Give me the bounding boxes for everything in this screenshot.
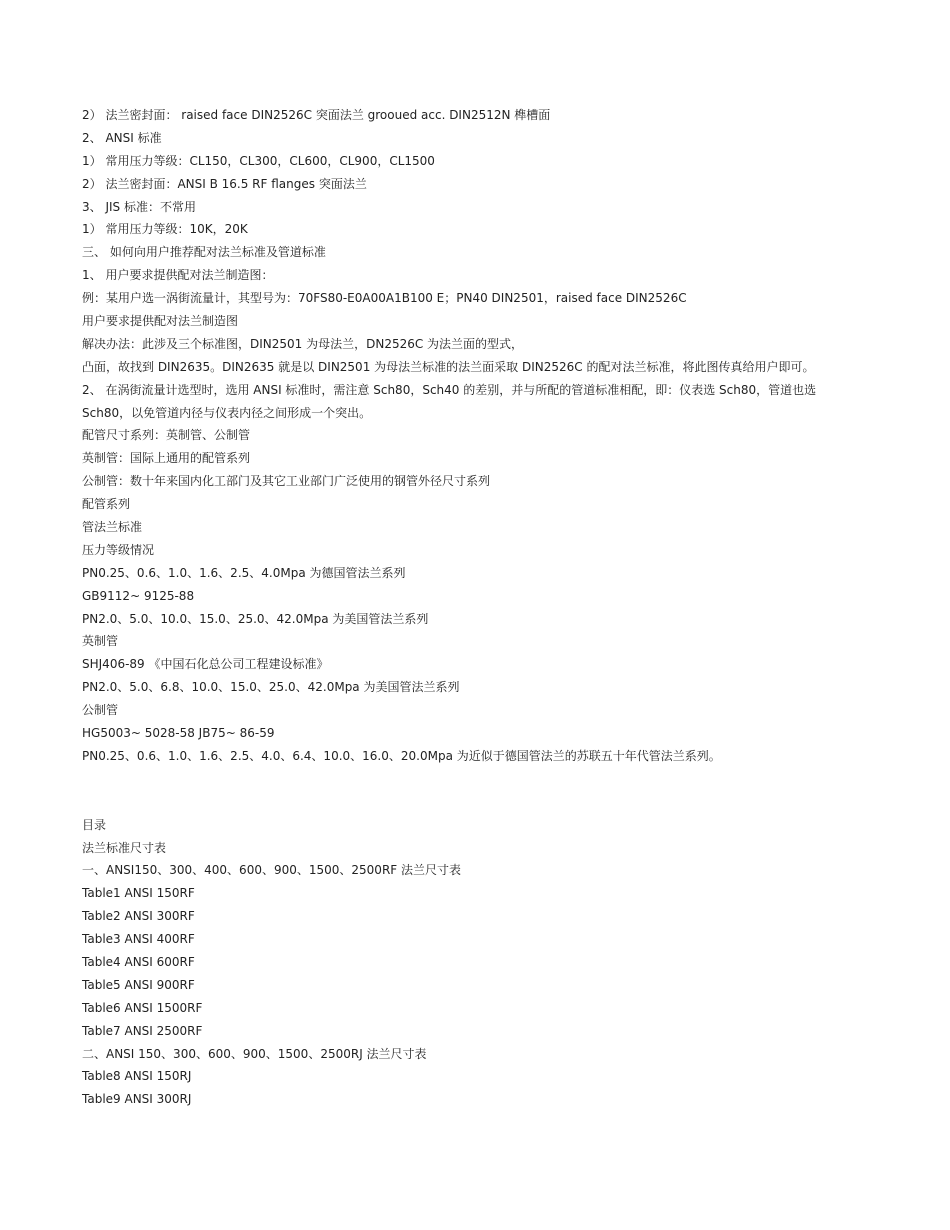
text-line: 管法兰标准	[82, 520, 143, 535]
toc-line: Table1 ANSI 150RF	[82, 886, 195, 901]
text-line: 例：某用户选一涡街流量计，其型号为：70FS80-E0A00A1B100 E；PN40 DIN2501，raised face DIN2526C	[82, 291, 687, 306]
text-line: 三、 如何向用户推荐配对法兰标准及管道标准	[82, 245, 326, 260]
text-line: Sch80，以免管道内径与仪表内径之间形成一个突出。	[82, 405, 372, 420]
flange-standards-section	[82, 104, 912, 768]
text-line: 公制管：数十年来国内化工部门及其它工业部门广泛使用的钢管外径尺寸系列	[82, 474, 491, 489]
text-line: 3、 JIS 标准：不常用	[82, 199, 196, 214]
section-spacer	[82, 768, 912, 814]
toc-line: Table8 ANSI 150RJ	[82, 1069, 192, 1084]
text-line: 英制管	[82, 634, 119, 649]
text-line: SHJ406-89 《中国石化总公司工程建设标准》	[82, 657, 329, 672]
text-line: GB9112~ 9125-88	[82, 588, 195, 603]
toc-line: 法兰标准尺寸表	[82, 840, 167, 855]
text-line: 配管系列	[82, 497, 131, 512]
toc-line: Table6 ANSI 1500RF	[82, 1000, 203, 1015]
text-line: 解决办法：此涉及三个标准图，DIN2501 为母法兰，DN2526C 为法兰面的型式，	[82, 336, 524, 351]
text-line: 配管尺寸系列：英制管、公制管	[82, 428, 251, 443]
text-line: HG5003~ 5028-58 JB75~ 86-59	[82, 726, 275, 741]
text-line: 2） 法兰密封面：ANSI B 16.5 RF flanges 突面法兰	[82, 176, 367, 191]
text-line: 压力等级情况	[82, 542, 155, 557]
text-line: 用户要求提供配对法兰制造图	[82, 314, 239, 329]
text-line: 2、 在涡街流量计选型时，选用 ANSI 标准时，需注意 Sch80，Sch40 的差别，并与所配的管道标准相配，即：仪表选 Sch80，管道也选	[82, 382, 817, 397]
text-line: PN2.0、5.0、10.0、15.0、25.0、42.0Mpa 为美国管法兰系列	[82, 611, 429, 626]
text-line: PN0.25、0.6、1.0、1.6、2.5、4.0Mpa 为德国管法兰系列	[82, 565, 406, 580]
toc-line: Table5 ANSI 900RF	[82, 977, 195, 992]
text-line: 1） 常用压力等级：10K，20K	[82, 222, 248, 237]
toc-line: Table2 ANSI 300RF	[82, 909, 195, 924]
toc-line: 一、ANSI150、300、400、600、900、1500、2500RF 法兰尺寸表	[82, 863, 461, 878]
text-line: 英制管：国际上通用的配管系列	[82, 451, 251, 466]
text-line: PN2.0、5.0、6.8、10.0、15.0、25.0、42.0Mpa 为美国管法兰系列	[82, 680, 460, 695]
toc-line: Table3 ANSI 400RF	[82, 932, 195, 947]
toc-line: 目录	[82, 817, 107, 832]
text-line: 公制管	[82, 703, 119, 718]
table-of-contents-section	[82, 814, 912, 1112]
toc-line: Table4 ANSI 600RF	[82, 954, 195, 969]
text-line: 2） 法兰密封面： raised face DIN2526C 突面法兰 grooued acc. DIN2512N 榫槽面	[82, 108, 551, 122]
text-line: 凸面，故找到 DIN2635。DIN2635 就是以 DIN2501 为母法兰标准的法兰面采取 DIN2526C 的配对法兰标准，将此图传真给用户即可。	[82, 359, 815, 374]
text-line: PN0.25、0.6、1.0、1.6、2.5、4.0、6.4、10.0、16.0、20.0Mpa 为近似于德国管法兰的苏联五十年代管法兰系列。	[82, 748, 721, 763]
text-line: 1、 用户要求提供配对法兰制造图：	[82, 268, 274, 283]
toc-line: Table9 ANSI 300RJ	[82, 1092, 192, 1107]
toc-line: 二、ANSI 150、300、600、900、1500、2500RJ 法兰尺寸表	[82, 1046, 427, 1061]
document-page	[82, 104, 912, 1111]
text-line: 2、 ANSI 标准	[82, 130, 162, 145]
text-line: 1） 常用压力等级：CL150，CL300，CL600，CL900，CL1500	[82, 153, 435, 168]
toc-line: Table7 ANSI 2500RF	[82, 1023, 203, 1038]
